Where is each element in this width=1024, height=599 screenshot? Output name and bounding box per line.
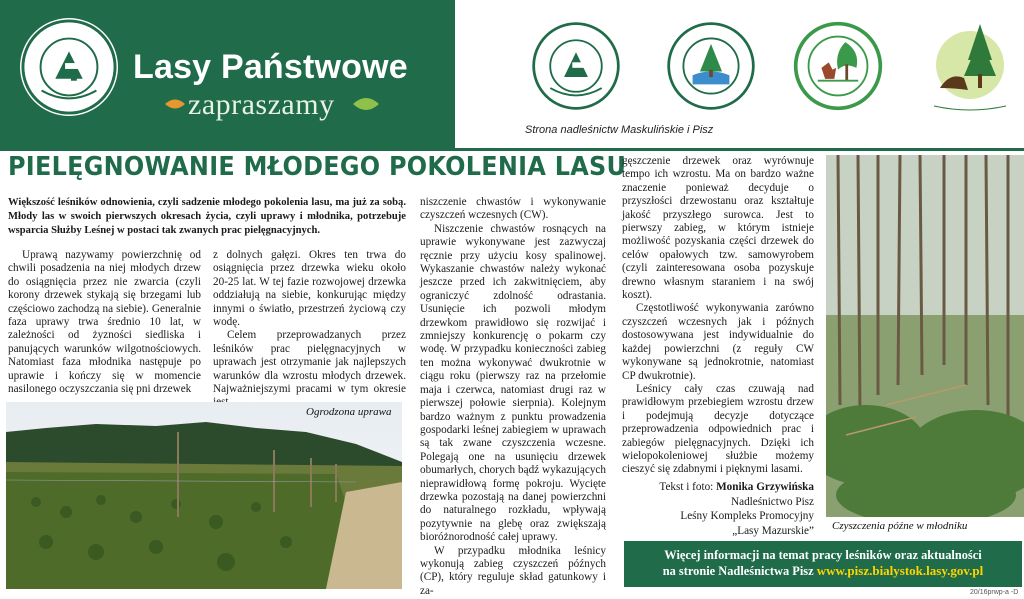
paragraph: Częstotliwość wykonywania zarówno czyszczeń wczesnych jak i późnych dostosowywana jest indywidualnie do każdej powierzchni (z reguły CW wykonywane są jednokrotnie, natomiast CP dwukrotnie). bbox=[622, 302, 814, 382]
photo-caption: Ogrodzona uprawa bbox=[306, 406, 392, 418]
info-line: Więcej informacji na temat pracy leśników oraz aktualności bbox=[664, 548, 982, 562]
article-column-3 bbox=[420, 196, 606, 598]
paragraph: Leśnicy cały czas czuwają nad prawidłowym przebiegiem wzrostu drzew i podejmują decyzje dotyczące przeprowadzenia odpowiednich prac i zabiegów pielęgnacyjnych. Dzięki ich wielopokoleniowej służbie możemy cieszyć się zdabnymi i pięknymi lasami. bbox=[622, 382, 814, 476]
lasy-panstwowe-logo bbox=[530, 20, 622, 112]
brand-name: Lasy Państwowe bbox=[133, 48, 408, 86]
lkp-lasy-mazurskie-logo bbox=[920, 10, 1020, 120]
paragraph: gęszczenie drzewek oraz wyrównuje tempo ich wzrostu. Ma on bardzo ważne znaczenie ponieważ decyduje o przyszłości drzewostanu oraz kształtuje jakość przyszłego surowca. Jest to pierwszy zabieg, w którym istnieje możliwość pozyskania części drzewek do celów opałowych tzw. samowyrobem (czyli zainteresowana osoba pozyskuje drewno własnym staraniem i na swój koszt). bbox=[622, 155, 814, 302]
lasy-panstwowe-logo bbox=[20, 18, 118, 116]
article-title: PIELĘGNOWANIE MŁODEGO POKOLENIA LASU bbox=[8, 152, 627, 182]
info-line bbox=[624, 563, 1022, 579]
leaf-icon bbox=[164, 98, 186, 110]
credit-line: Nadleśnictwo Pisz bbox=[731, 495, 814, 508]
header-banner bbox=[0, 0, 455, 148]
paragraph: z dolnych gałęzi. Okres ten trwa do osiągnięcia przez drzewka wieku około 20-25 lat. W tej fazie rozwojowej drzewka oddziałują na siebie, konkurując między innymi o światło, przestrzeń życiową czy wodę. bbox=[213, 249, 406, 329]
article-credit bbox=[622, 480, 814, 538]
paragraph: Niszczenie chwastów rosnących na uprawie wykonywane jest zazwyczaj ręcznie przy użyciu kosy spalinowej. Wykaszanie chwastów należy wykonać jeszcze przed ich zakwitnięciem, aby ograniczyć zdolność odrastania. Usunięcie ich pozwoli młodym drzewkom prawidłowo się rozwijać i zmniejszy konkurencję o pokarm czy wodę. W przypadku konieczności zabieg ten można wykonywać dwukrotnie w ciągu roku (pierwszy raz na przełomie maja i czerwca, natomiast drugi raz w pierwszej połowie sierpnia). Kolejnym bardzo ważnym z punktu prowadzenia gospodarki leśnej zabiegiem w uprawach są tak zwane czyszczenia wczesne. Polegają one na usunięciu drzewek obumarłych, chorych bądź wykazujących nieprawidłową formę pokroju. Wycięte drzewka pozostają na danej powierzchni do naturalnego rozkładu, wpływają pozytywnie na glebę oraz zwiększają bioróżnorodność całej uprawy. bbox=[420, 222, 606, 544]
header-subtitle: Strona nadleśnictw Maskulińskie i Pisz bbox=[525, 124, 714, 136]
partner-logos bbox=[455, 0, 1024, 148]
pisz-logo bbox=[792, 20, 884, 112]
info-box bbox=[624, 541, 1022, 587]
article-column-1 bbox=[8, 249, 201, 396]
paragraph: Celem przeprowadzanych przez leśników prac pielęgnacyjnych w uprawach jest otrzymanie jak najlepszych warunków dla wzrostu młodych drzewek. Najważniejszymi pracami w tym okresie bbox=[213, 329, 406, 396]
website-link[interactable]: www.pisz.bialystok.lasy.gov.pl bbox=[816, 563, 984, 578]
paragraph: Uprawą nazywamy powierzchnię od chwili posadzenia na niej młodych drzew do osiągnięcia przez nie zwarcia (czyli korony drzewek stykają się brzegami lub częściowo zachodzą na siebie). Generalnie faza uprawy trwa średnio 10 lat, w zależności od żyzności siedliska i panujących warunków wilgotnościowych. Natomiast faza młodnika następuje po uprawie i kończy się w momencie nasilonego oczyszczania się pni drzewek bbox=[8, 249, 201, 396]
info-text: na stronie Nadleśnictwa Pisz bbox=[662, 564, 817, 578]
paragraph: W przypadku młodnika leśnicy wykonują zabieg czyszczeń późnych (CP), który reguluje skład gatunkowy i za- bbox=[420, 544, 606, 597]
credit-line: „Lasy Mazurskie” bbox=[732, 524, 814, 537]
credit-line: Leśny Kompleks Promocyjny bbox=[680, 510, 814, 523]
article-column-2 bbox=[213, 249, 406, 410]
leaf-icon bbox=[352, 96, 380, 112]
photo-late-cleaning bbox=[826, 155, 1024, 517]
article-lead: Większość leśników odnowienia, czyli sadzenie młodego pokolenia lasu, ma już za sobą. Młody las w swoich pierwszych okresach życia, czyli uprawy i młodnika, potrzebuje wsparcia Służby Leśnej w postaci tak zwanych prac pielęgnacyjnych. bbox=[8, 197, 406, 236]
credit-prefix: Tekst i foto: bbox=[659, 481, 717, 493]
paragraph: niszczenie chwastów i wykonywanie czyszczeń wczesnych (CW). bbox=[420, 196, 606, 222]
credit-author: Monika Grzywińska bbox=[716, 481, 814, 493]
divider bbox=[0, 148, 1024, 151]
maskulinskie-logo bbox=[665, 20, 757, 112]
photo-caption: Czyszczenia późne w młodniku bbox=[832, 520, 968, 532]
print-code: 20/16prwp-a -D bbox=[970, 589, 1019, 596]
article-column-4 bbox=[622, 155, 814, 477]
tagline: zapraszamy bbox=[188, 88, 335, 121]
photo-fenced-plantation bbox=[6, 402, 402, 589]
